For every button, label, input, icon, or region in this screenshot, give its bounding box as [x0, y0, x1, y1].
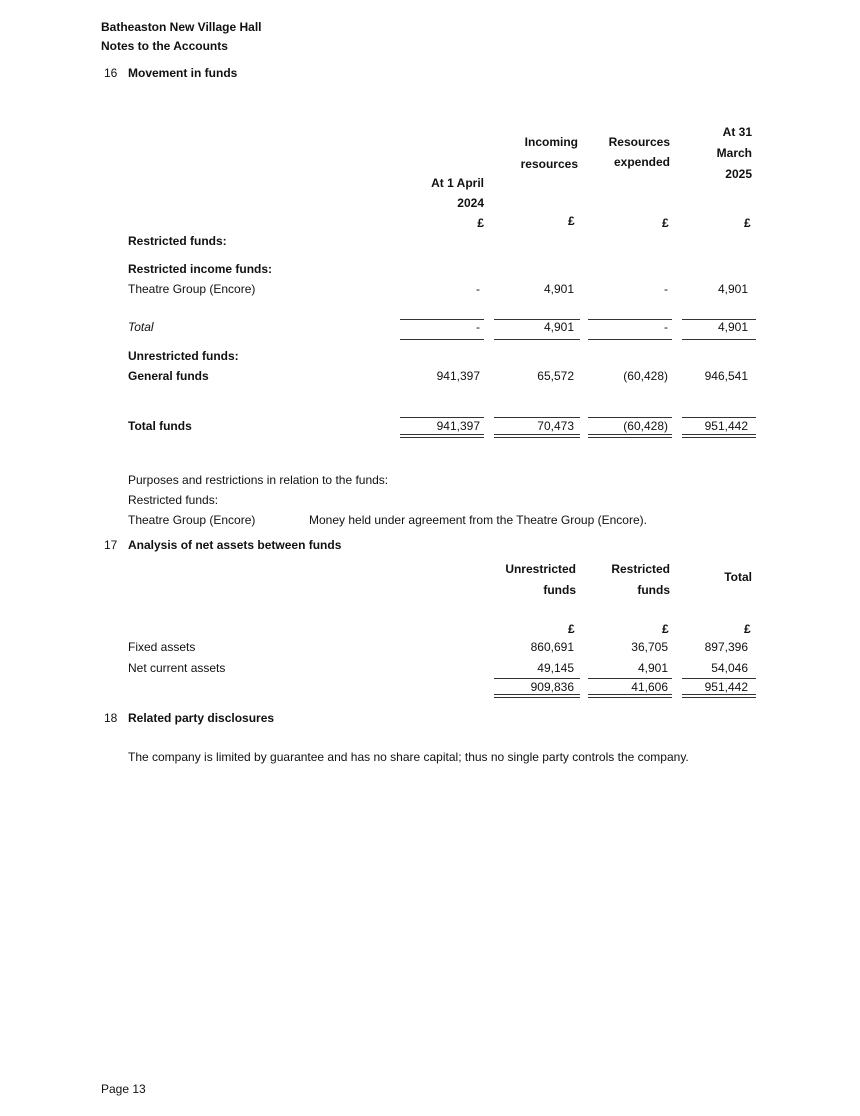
row-label: Total funds	[128, 419, 192, 433]
cell: 909,836	[530, 680, 574, 694]
cell: -	[476, 282, 480, 296]
col-header-opening: At 1 April 2024 £	[431, 176, 484, 230]
cell: 4,901	[637, 661, 668, 675]
cell: 65,572	[537, 369, 574, 383]
currency: £	[744, 622, 751, 636]
col-header-closing: At 31 March 2025	[716, 125, 752, 181]
page-subtitle: Notes to the Accounts	[101, 39, 228, 53]
note18-title: Related party disclosures	[128, 711, 275, 725]
cell: (60,428)	[623, 419, 668, 433]
col-header-restricted: Restricted funds	[611, 562, 670, 597]
currency: £	[662, 622, 669, 636]
col-header-incoming: Incoming resources	[520, 135, 578, 171]
row-label: Total	[128, 320, 154, 334]
col-header-expended: Resources expended	[608, 135, 670, 169]
cell: 941,397	[436, 369, 480, 383]
cell: 4,901	[543, 320, 574, 334]
cell: 951,442	[704, 680, 748, 694]
cell: (60,428)	[623, 369, 668, 383]
cell: 951,442	[704, 419, 748, 433]
cell: 41,606	[631, 680, 668, 694]
cell: 36,705	[631, 640, 668, 654]
purposes-description: Money held under agreement from the Theatre Group (Encore).	[309, 513, 647, 527]
cell: 49,145	[537, 661, 574, 675]
col-header-unrestricted: Unrestricted funds	[505, 562, 576, 597]
currency-expended: £	[662, 216, 669, 230]
purposes-fund: Theatre Group (Encore)	[128, 513, 256, 527]
cell: 4,901	[543, 282, 574, 296]
row-label: Net current assets	[128, 661, 226, 675]
cell: 860,691	[530, 640, 574, 654]
cell: -	[664, 320, 668, 334]
cell: -	[476, 320, 480, 334]
cell: -	[664, 282, 668, 296]
note18-number: 18	[104, 711, 118, 725]
note18-text: The company is limited by guarantee and has no share capital; thus no single party controls the company.	[128, 750, 689, 764]
currency: £	[568, 622, 575, 636]
note16-title: Movement in funds	[128, 66, 238, 80]
org-name: Batheaston New Village Hall	[101, 20, 262, 34]
currency-closing: £	[744, 216, 751, 230]
note17-number: 17	[104, 538, 118, 552]
page-number: Page 13	[101, 1082, 146, 1096]
cell: 54,046	[711, 661, 748, 675]
cell: 946,541	[704, 369, 748, 383]
cell: 4,901	[717, 320, 748, 334]
col-header-total: Total	[724, 570, 752, 584]
row-label: Theatre Group (Encore)	[128, 282, 256, 296]
cell: 941,397	[436, 419, 480, 433]
note16-number: 16	[104, 66, 118, 80]
purposes-heading: Restricted funds:	[128, 493, 219, 507]
cell: 70,473	[537, 419, 574, 433]
cell: 4,901	[717, 282, 748, 296]
note17-title: Analysis of net assets between funds	[128, 538, 342, 552]
purposes-intro: Purposes and restrictions in relation to the funds:	[128, 473, 389, 487]
restricted-income-heading: Restricted income funds:	[128, 262, 273, 276]
row-label: General funds	[128, 369, 209, 383]
unrestricted-heading: Unrestricted funds:	[128, 349, 239, 363]
row-label: Fixed assets	[128, 640, 196, 654]
currency-incoming: £	[568, 214, 575, 228]
restricted-heading: Restricted funds:	[128, 234, 227, 248]
cell: 897,396	[704, 640, 748, 654]
